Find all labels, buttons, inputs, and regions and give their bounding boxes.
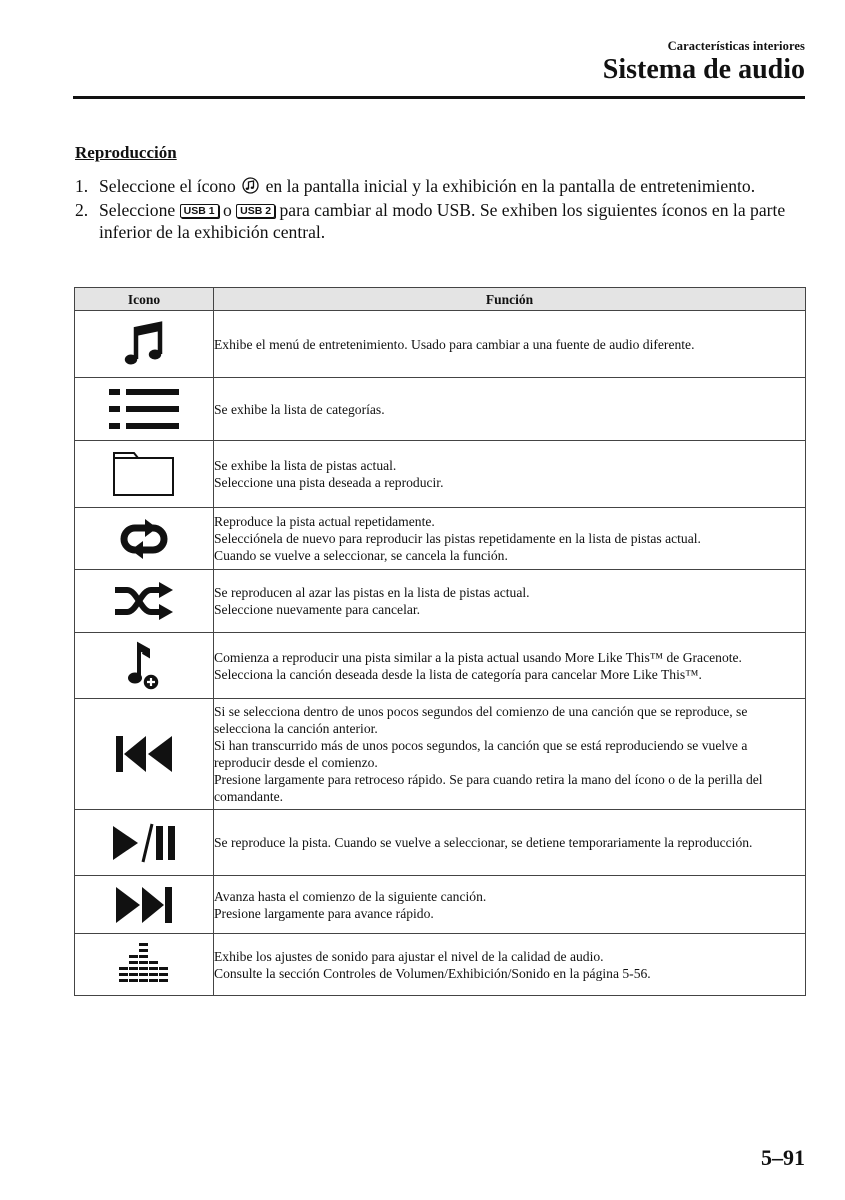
- function-line: Cuando se vuelve a seleccionar, se cancela la función.: [214, 548, 508, 563]
- table-row: [75, 441, 806, 508]
- function-line: Selecciona la canción deseada desde la lista de categoría para cancelar More Like This™.: [214, 666, 702, 682]
- section-title: Reproducción: [75, 143, 177, 162]
- step-text: [99, 199, 810, 243]
- page-title: Sistema de audio: [602, 54, 805, 85]
- music-note-icon: [75, 320, 213, 368]
- icon-cell: [75, 311, 214, 378]
- table-header-row: [75, 288, 806, 311]
- function-line: Se reproduce la pista. Cuando se vuelve a seleccionar, se detiene temporariamente la reproducción.: [214, 835, 753, 850]
- function-cell: [214, 311, 806, 378]
- table-row: [75, 699, 806, 810]
- step-text-before: Seleccione: [99, 200, 176, 220]
- function-line: Si han transcurrido más de unos pocos segundos, la canción que se está reproduciendo se vuelve a reproducir desde el comienzo.: [214, 738, 748, 770]
- function-cell: [214, 934, 806, 996]
- step-text: [99, 175, 810, 199]
- steps-list: [75, 175, 810, 243]
- function-cell: [214, 508, 806, 570]
- step-text-after: para cambiar al modo USB. Se exhiben los siguientes íconos en la parte inferior de la exhibición central.: [99, 200, 786, 242]
- table-row: [75, 570, 806, 633]
- table-row: [75, 311, 806, 378]
- function-cell: [214, 441, 806, 508]
- list-icon: [75, 387, 213, 431]
- chapter-subtitle: Características interiores: [667, 39, 805, 53]
- folder-icon: [75, 450, 213, 498]
- icon-cell: [75, 633, 214, 699]
- table-row: [75, 876, 806, 934]
- icon-cell: [75, 934, 214, 996]
- function-line: Reproduce la pista actual repetidamente.: [214, 514, 435, 529]
- table-row: [75, 508, 806, 570]
- function-line: Se exhibe la lista de pistas actual.: [214, 458, 397, 473]
- column-header-function: Función: [214, 288, 806, 311]
- step-text-before: Seleccione el ícono: [99, 176, 236, 196]
- function-cell: [214, 378, 806, 441]
- icon-cell: [75, 876, 214, 934]
- function-cell: [214, 810, 806, 876]
- function-line: Si se selecciona dentro de unos pocos segundos del comienzo de una canción que se reproduce, se selecciona la canción anterior.: [214, 704, 748, 736]
- skip-previous-icon: [75, 736, 213, 772]
- icon-cell: [75, 570, 214, 633]
- function-cell: [214, 633, 806, 699]
- header-divider: [73, 96, 805, 99]
- icon-cell: [75, 699, 214, 810]
- step-2: [75, 199, 810, 243]
- function-line: Seleccione nuevamente para cancelar.: [214, 602, 421, 617]
- equalizer-icon: [75, 943, 213, 987]
- icon-cell: [75, 508, 214, 570]
- function-line: Consulte la sección Controles de Volumen/Exhibición/Sonido en la página 5-56.: [214, 965, 651, 981]
- function-line: Avanza hasta el comienzo de la siguiente canción.: [214, 888, 487, 904]
- table-row: [75, 934, 806, 996]
- table-row: [75, 810, 806, 876]
- function-cell: [214, 876, 806, 934]
- table-row: [75, 378, 806, 441]
- function-line: Selecciónela de nuevo para reproducir las pistas repetidamente en la lista de pistas actual.: [214, 531, 701, 546]
- shuffle-icon: [75, 581, 213, 621]
- function-line: Presione largamente para retroceso rápido. Se para cuando retira la mano del ícono o de la perilla del comandante.: [214, 772, 763, 804]
- function-line: Seleccione una pista deseada a reproducir.: [214, 475, 444, 490]
- function-cell: [214, 699, 806, 810]
- usb1-button-label: USB 1: [180, 204, 219, 218]
- play-pause-icon: [75, 823, 213, 863]
- function-line: Presione largamente para avance rápido.: [214, 905, 434, 921]
- step-text-middle: o: [222, 200, 232, 220]
- step-number: 2.: [75, 200, 89, 220]
- column-header-icon: Icono: [75, 288, 214, 311]
- step-1: [75, 175, 810, 199]
- icon-cell: [75, 810, 214, 876]
- step-number: 1.: [75, 176, 89, 196]
- more-like-this-icon: [75, 641, 213, 691]
- icon-function-table: [74, 287, 806, 996]
- skip-next-icon: [75, 887, 213, 923]
- function-line: Se reproducen al azar las pistas en la lista de pistas actual.: [214, 585, 530, 600]
- function-line: Comienza a reproducir una pista similar a la pista actual usando More Like This™ de Gracenote.: [214, 649, 742, 665]
- table-row: [75, 633, 806, 699]
- function-cell: [214, 570, 806, 633]
- function-line: Exhibe el menú de entretenimiento. Usado para cambiar a una fuente de audio diferente.: [214, 336, 695, 352]
- repeat-icon: [75, 519, 213, 559]
- page-number: 5–91: [761, 1145, 805, 1170]
- function-line: Se exhibe la lista de categorías.: [214, 401, 385, 417]
- icon-cell: [75, 441, 214, 508]
- step-text-after: en la pantalla inicial y la exhibición en la pantalla de entretenimiento.: [265, 176, 756, 196]
- music-note-circle-icon: [242, 177, 259, 199]
- function-line: Exhibe los ajustes de sonido para ajustar el nivel de la calidad de audio.: [214, 948, 604, 964]
- icon-cell: [75, 378, 214, 441]
- usb2-button-label: USB 2: [236, 204, 275, 218]
